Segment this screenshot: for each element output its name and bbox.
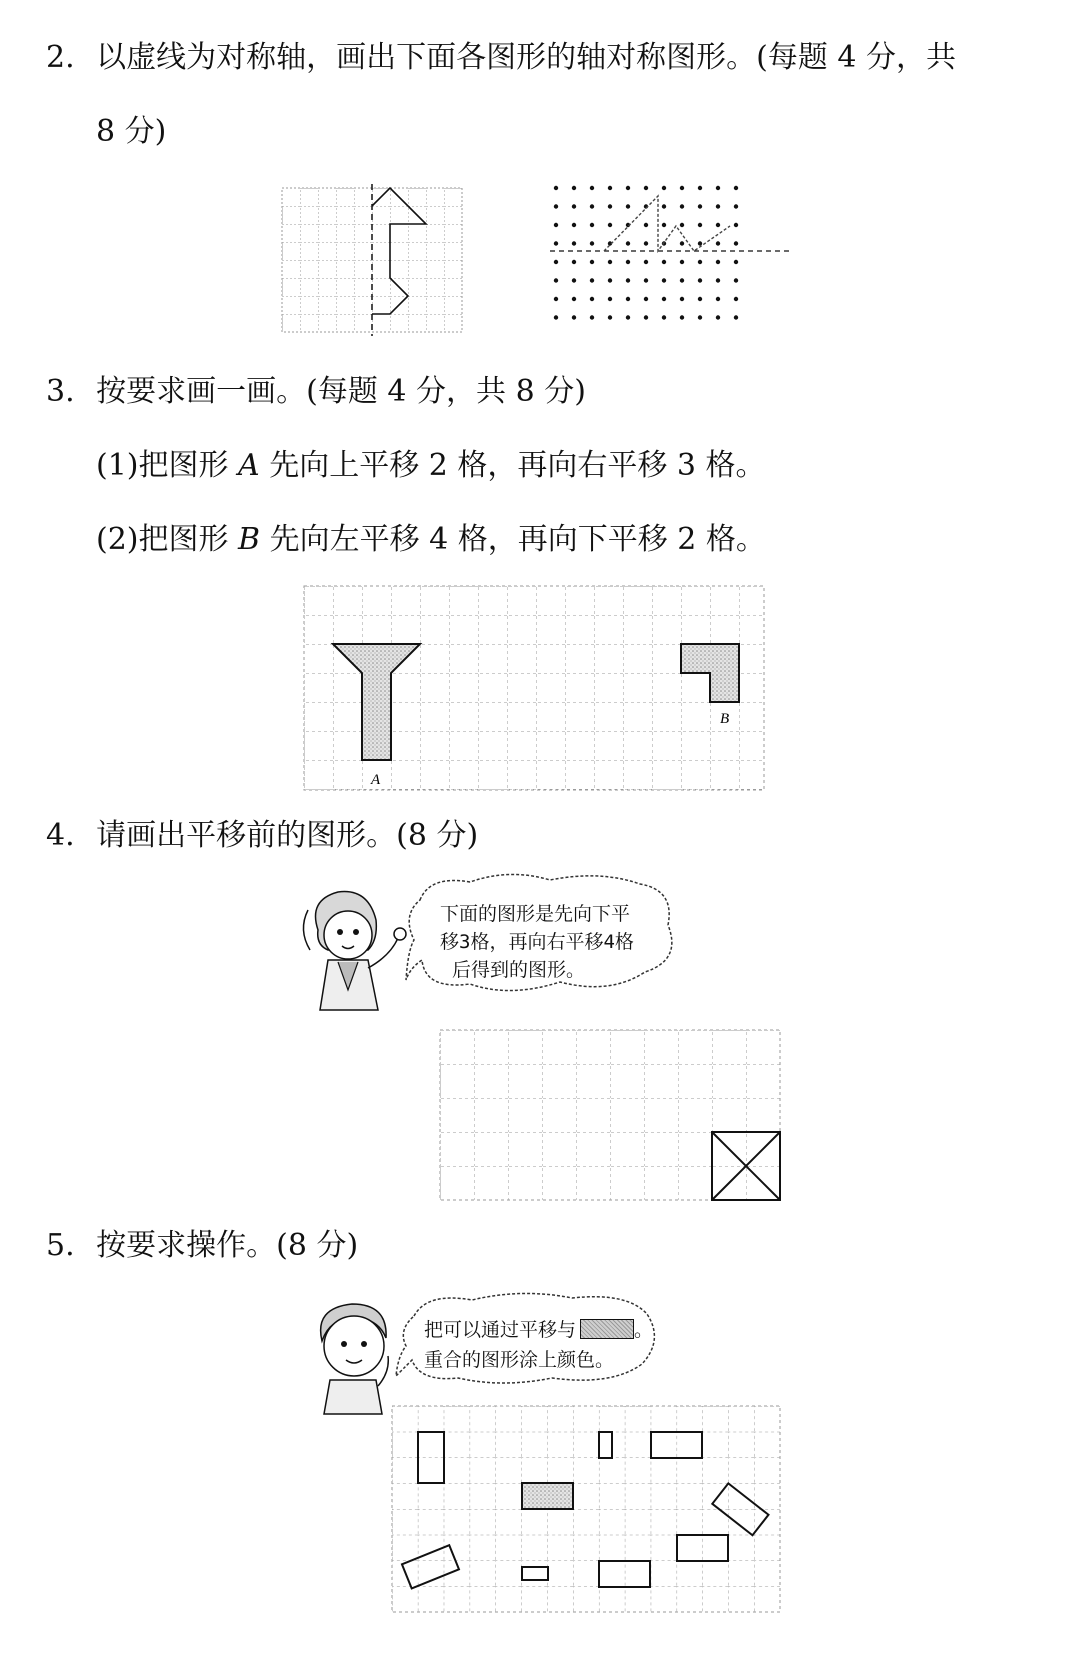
q3-sub1-letter: A <box>238 448 260 483</box>
grid-dot <box>644 278 648 282</box>
boy-character-illustration <box>304 1296 404 1416</box>
grid-dot <box>662 278 666 282</box>
question-5-number: 5. <box>46 1228 75 1263</box>
question-3-sub2 <box>96 520 766 560</box>
grid-dot <box>644 186 648 190</box>
grid-dot <box>698 223 702 227</box>
grid-dot <box>680 260 684 264</box>
grid-dot <box>608 278 612 282</box>
grid-dot <box>644 315 648 319</box>
question-3-number: 3. <box>46 374 75 409</box>
grid-dot <box>698 260 702 264</box>
grid-dot <box>626 297 630 301</box>
grid-dot <box>572 223 576 227</box>
grid-dot <box>626 278 630 282</box>
grid-dot <box>716 278 720 282</box>
grid-dot <box>554 297 558 301</box>
question-2-line2: 8 分) <box>96 114 167 149</box>
grid-dot <box>734 223 738 227</box>
grid-dot <box>644 223 648 227</box>
grid-dot <box>608 223 612 227</box>
q5-grid[interactable] <box>392 1406 780 1612</box>
grid-dot <box>716 186 720 190</box>
grid-dot <box>734 204 738 208</box>
grid-dot <box>698 297 702 301</box>
grid-dot <box>698 241 702 245</box>
girl-character-illustration <box>298 880 408 1020</box>
grid-dot <box>590 315 594 319</box>
grid-dot <box>608 297 612 301</box>
grid-dot <box>626 315 630 319</box>
q5-bubble-line2: 重合的图形涂上颜色。 <box>424 1349 615 1371</box>
grid-dot <box>626 186 630 190</box>
grid-dot <box>662 204 666 208</box>
q5-reference-shaded-rectangle <box>580 1319 634 1339</box>
question-5-text: 按要求操作。(8 分) <box>96 1228 359 1263</box>
grid-dot <box>680 315 684 319</box>
grid-dot <box>716 297 720 301</box>
question-3-text: 按要求画一画。(每题 4 分，共 8 分) <box>96 374 586 409</box>
grid-dot <box>626 241 630 245</box>
grid-dot <box>572 278 576 282</box>
question-4-text: 请画出平移前的图形。(8 分) <box>96 818 479 853</box>
grid-dot <box>716 204 720 208</box>
grid-dot <box>572 186 576 190</box>
grid-dot <box>698 315 702 319</box>
q3-sub2-suffix: 先向左平移 4 格，再向下平移 2 格。 <box>260 522 766 557</box>
grid-dot <box>662 223 666 227</box>
grid-dot <box>662 315 666 319</box>
grid-dot <box>590 186 594 190</box>
grid-dot <box>644 241 648 245</box>
grid-dot <box>716 241 720 245</box>
q5-bubble-line1-text: 把可以通过平移与 <box>424 1319 577 1341</box>
grid-dot <box>680 186 684 190</box>
grid-dot <box>608 186 612 190</box>
grid-dot <box>590 223 594 227</box>
grid-dot <box>662 186 666 190</box>
grid-dot <box>572 241 576 245</box>
q3-sub2-prefix: (2)把图形 <box>96 522 239 557</box>
grid-dot <box>554 241 558 245</box>
grid-dot <box>572 315 576 319</box>
grid-dot <box>680 223 684 227</box>
q4-grid[interactable] <box>440 1030 780 1200</box>
q5-rect-shaded-reference[interactable] <box>522 1483 573 1509</box>
grid-dot <box>590 241 594 245</box>
q3-grid[interactable] <box>304 586 764 790</box>
grid-dot <box>680 241 684 245</box>
grid-dot <box>554 278 558 282</box>
question-4-number: 4. <box>46 818 75 853</box>
question-2-line1 <box>46 38 956 78</box>
grid-dot <box>734 260 738 264</box>
grid-dot <box>572 204 576 208</box>
q3-label-b: B <box>720 711 730 727</box>
question-3 <box>46 372 586 412</box>
grid-dot <box>716 223 720 227</box>
grid-dot <box>626 204 630 208</box>
grid-dot <box>608 204 612 208</box>
grid-dot <box>644 297 648 301</box>
question-3-sub1 <box>96 446 766 486</box>
grid-dot <box>662 297 666 301</box>
q2-figure-right-dotgrid[interactable] <box>550 186 790 336</box>
grid-dot <box>698 186 702 190</box>
grid-dot <box>716 260 720 264</box>
q5-bubble-line1: 把可以通过平移与 。 <box>424 1319 654 1341</box>
grid-dot <box>608 315 612 319</box>
q4-bubble-line3: 后得到的图形。 <box>452 959 586 981</box>
q3-sub1-prefix: (1)把图形 <box>96 448 239 483</box>
grid-dot <box>572 297 576 301</box>
grid-dot <box>734 278 738 282</box>
grid-dot <box>734 297 738 301</box>
q3-sub1-suffix: 先向上平移 2 格，再向右平移 3 格。 <box>259 448 766 483</box>
q2-figure-left-grid[interactable] <box>282 188 462 338</box>
grid-dot <box>716 315 720 319</box>
grid-dot <box>626 260 630 264</box>
grid-dot <box>698 204 702 208</box>
grid-dot <box>572 260 576 264</box>
grid-dot <box>590 204 594 208</box>
grid-dot <box>590 278 594 282</box>
grid-dot <box>734 315 738 319</box>
q4-bubble-line2: 移3格，再向右平移4格 <box>440 931 634 953</box>
question-2-text: 以虚线为对称轴，画出下面各图形的轴对称图形。(每题 4 分，共 <box>96 40 957 75</box>
q3-sub2-letter: B <box>238 522 261 557</box>
grid-dot <box>608 260 612 264</box>
grid-dot <box>734 241 738 245</box>
q2-dot-grid <box>554 186 738 320</box>
grid-dot <box>554 223 558 227</box>
grid-dot <box>554 204 558 208</box>
grid-dot <box>554 186 558 190</box>
grid-dot <box>680 204 684 208</box>
grid-dot <box>554 260 558 264</box>
grid-dot <box>698 278 702 282</box>
grid-dot <box>590 297 594 301</box>
question-4 <box>46 816 478 856</box>
grid-dot <box>662 260 666 264</box>
grid-dot <box>680 278 684 282</box>
grid-dot <box>554 315 558 319</box>
grid-dot <box>680 297 684 301</box>
grid-dot <box>644 260 648 264</box>
q4-bubble-line1: 下面的图形是先向下平 <box>440 903 631 925</box>
grid-dot <box>590 260 594 264</box>
question-2-number: 2. <box>46 40 75 75</box>
q2-right-shape <box>604 196 730 251</box>
q3-label-a: A <box>371 772 381 788</box>
grid-dot <box>734 186 738 190</box>
question-5 <box>46 1226 358 1266</box>
